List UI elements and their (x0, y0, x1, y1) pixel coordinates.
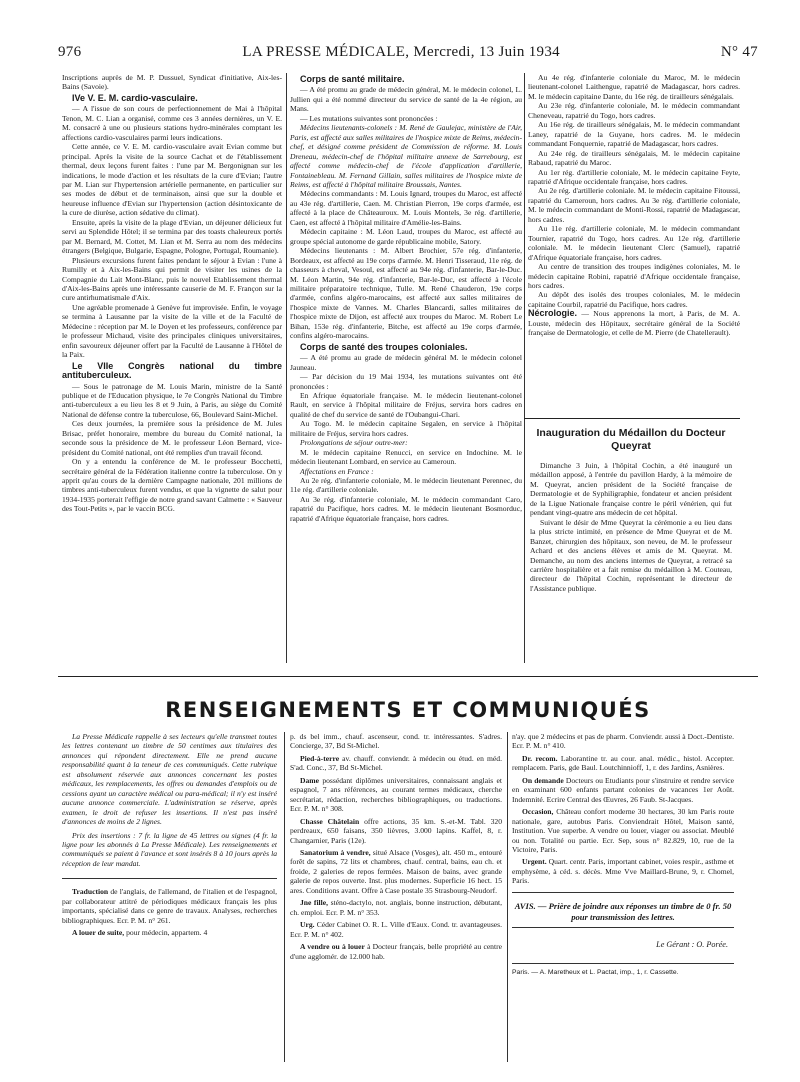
paragraph: — Par décision du 19 Mai 1934, les mutations suivantes ont été prononcées : (290, 372, 522, 391)
section-rule (58, 676, 758, 677)
column-3 (528, 73, 740, 413)
ad-lead: Dr. recom. (522, 753, 558, 763)
ad-text: situé Alsace (Vosges), alt. 450 m., entouré forêt de sapins, 72 lits et chambres, chauf. central, bains, eau ch. et froide, 2 galeries de repos fermées. Maison de bains, avec grande galerie de repos ouverte. Inst. plus modernes. Superficie 16 hect. 15 ares. Conditions avant. Offre à Case postale 35 Strasbourg-Neudorf. (290, 847, 502, 895)
ad-lead: Sanatorium à vendre, (300, 847, 371, 857)
column-divider (284, 732, 285, 1062)
notice-prices: Prix des insertions : 7 fr. la ligne de 45 lettres ou signes (4 fr. la ligne pour les abonnés à La Presse Médicale). Les renseignements et communiqués se paient à l'avance et sont insérés 8 à 10 jours après la réception de leur mandat. (62, 830, 277, 868)
classified-ad (512, 857, 734, 885)
classified-ad (290, 920, 502, 939)
ads-list (62, 887, 277, 937)
paragraph: Au centre de transition des troupes indigènes coloniales, M. le médecin capitaine Robini, rapatrié d'Afrique occidentale française, hors cadres. (528, 262, 740, 290)
ad-lead: A louer de suite, (72, 928, 125, 938)
paragraph: Au 24e rég. de tirailleurs sénégalais, M. le médecin capitaine Rabaud, rapatrié du Maroc. (528, 148, 740, 168)
paragraph: Ces deux journées, la première sous la présidence de M. Jules Brisac, préfet honoraire, membre du bureau du Comité national, la seconde sous la présidence de M. le professeur Léon Bernard, vice-président du Comité national, ont été remplies d'un travail fécond. (62, 419, 282, 457)
paragraph: En Afrique équatoriale française. M. le médecin lieutenant-colonel Rault, en service à l'hôpital militaire de Fréjus, servira hors cadres en qualité de chef du service de santé de l'Oubangui-Chari. (290, 390, 522, 419)
paragraph: — Sous le patronage de M. Louis Marin, ministre de la Santé publique et de l'Education physique, le 7e Congrès National du Timbre anti-tuberculeux a eu lieu les 8 et 9 Juin, à Paris, au siège du Comité National de défense contre la tuberculose, 66, Boulevard Saint-Michel. (62, 381, 282, 419)
ad-text: n'ay. que 2 médecins et pas de pharm. Conviendr. aussi à Doct.-Dentiste. Ecr. P. M. n° 410. (512, 732, 734, 751)
ad-text: sténo-dactylo, not. anglais, bonne instruction, débutant, ch. emploi. Ecr. P. M. n° 353. (290, 898, 502, 917)
paragraph: Médecins lieutenants-colonels : M. René de Gaulejac, ministère de l'Air, Paris, est affecté aux salles militaires de l'hospice mixte de Reims, médecin-chef, et désigné comme président de Commission de réforme. M. Louis Dreneau, médecin-chef de l'hôpital militaire annexe de Sarrebourg, est affecté comme médecin-chef de l'école d'application d'artillerie, Fontainebleau. M. Fernand Gillain, salles militaires de l'hospice mixte de Reims, est affecté à l'hôpital militaire Broussais, Nantes. (290, 123, 522, 189)
classified-ad (290, 942, 502, 961)
ad-lead: Pied-à-terre (300, 753, 340, 763)
divider (512, 963, 734, 964)
box-title: Inauguration du Médaillon du Docteur Queyrat (536, 427, 726, 452)
paragraph: Suivant le désir de Mme Queyrat la cérémonie a eu lieu dans la plus stricte intimité, en présence de Mme Queyrat et de M. Banzet, chirurgien des hôpitaux, son neveu, de M. le professeur Achard et des anciens élèves et amis de M. Queyrat. M. Demanche, au nom des anciens internes de Queyrat, a retracé sa carrière hospitalière et a fait remise du médaillon à M. Couteau, directeur de l'hôpital Cochin, représentant le directeur de l'Assistance publique. (530, 517, 732, 593)
classified-ad (512, 807, 734, 854)
renseignements-column-3 (512, 732, 734, 1062)
classified-ad (290, 732, 502, 751)
paragraph: M. le médecin capitaine Renucci, en service en Indochine. M. le médecin lieutenant Lombard, en service au Cameroun. (290, 447, 522, 467)
section-heading: Le VIIe Congrès national du timbre antituberculeux. (62, 360, 282, 381)
ad-text: offre actions, 35 km. S.-et-M. Tabl. 320 perdreaux, 650 faisans, 350 lièvres, 3.000 lapins. Kaffel, 8, r. Changarnier, Paris (12e). (290, 816, 502, 845)
classified-ad (290, 848, 502, 895)
ad-text: pour médecin, appartem. 4 (126, 928, 208, 938)
paragraph: Cette année, ce V. E. M. cardio-vasculaire avait Evian comme but principal. Après la visite de la source Cachat et de l'établissement thermal, deux leçons furent faites : l'une par M. Bergonignan sur les indications, le mode d'action et les résultats de la cure d'Evian; l'autre par M. Lian sur l'hypertension artérielle permanente, en particulier sur ses modes de début et de terminaison, ainsi que sur la double et heureuse influence d'Evian sur l'hypertension (action désintoxicante de la cure de diurèse, action sédative du climat). (62, 142, 282, 218)
ad-text: Château confort moderne 30 hectares, 30 km Paris route nationale, gare, autobus Paris. Conviendrait Hôtel, Maison santé, Institution. Vue superbe. A vendre ou louer, viager ou associat. Meublé ou non. Totalité ou partie. Ecr. Sep, sous n° 82.829, 10, rue de la Victoire, Paris. (512, 807, 734, 854)
ad-lead: Urg. (300, 920, 315, 930)
ad-text: Laborantine tr. au cour. anal. médic., histol. Accepter. remplacem. Paris, gde Baul. Loutchinnioff, 1, r. des Jardins, Asnières. (512, 753, 734, 773)
paragraph: Au 2e rég. d'artillerie coloniale. M. le médecin capitaine Fitoussi, rapatrié du Cameroun, hors cadres. Au 3e rég. d'artillerie coloniale, M. le médecin commandant de Monti-Rossi, rapatrié de Madagascar, hors cadres. (528, 186, 740, 224)
paragraph: Au 4e rég. d'infanterie coloniale du Maroc, M. le médecin lieutenant-colonel Laithengue, rapatrié de Madagascar, hors cadres. M. le médecin capitaine Dante, du 16e rég. de tirailleurs sénégalais. (528, 73, 740, 101)
paragraph: Médecin capitaine : M. Léon Laud, troupes du Maroc, est affecté au groupe spécial autonome de garde républicaine mobile, Satory. (290, 227, 522, 246)
renseignements-column-2 (290, 732, 502, 1062)
renseignements-banner: RENSEIGNEMENTS ET COMMUNIQUÉS (165, 698, 651, 722)
section-heading: Corps de santé des troupes coloniales. (300, 341, 468, 352)
page-header (58, 44, 758, 66)
notice-intro: La Presse Médicale rappelle à ses lecteurs qu'elle transmet toutes les lettres contenant un timbre de 50 centimes aux titulaires des annonces qui répondent directement. Elle ne prend aucune responsabilité quant à la teneur de ces communiqués. Cette rubrique est absolument réservée aux annonces concernant les postes médicaux, les remplacements, les offres ou demandes d'emplois ou de cessions ayant un caractère médical ou para-médical; il n'y est inséré aucune annonce commerciale. L'administration se réserve, après examen, le droit de refuser les insertions. Il n'est pas inséré d'annonces de moins de 2 lignes. (62, 732, 277, 827)
paragraph: Une agréable promenade à Genève fut improvisée. Enfin, le voyage se termina à Lausanne par la visite de la ville et de la Faculté de Médecine : réception par M. le Doyen et les professeurs, conférence par le professeur Michaud, visite des principales cliniques universitaires, enfin savoureux déjeuner offert par la Faculté de Lausanne à l'Hôtel de la Paix. (62, 302, 282, 360)
inauguration-box (524, 421, 738, 671)
ad-text: Docteurs ou Etudiants pour s'instruire et rendre service en examinant 600 enfants partant colonies de vacances 1er Août. Indemnité. Ecrire Central des Œuvres, 26 Faub. St-Jacques. (512, 775, 734, 804)
divider (62, 878, 277, 879)
column-divider (286, 73, 287, 663)
classified-ad (62, 887, 277, 925)
ad-text: à Docteur français, belle propriété au centre d'une agglomér. de 12.000 hab. (290, 942, 502, 961)
divider (512, 892, 734, 893)
paragraph: Au 1er rég. d'artillerie coloniale, M. le médecin capitaine Feyte, rapatrié d'Afrique occidentale française, hors cadres. (528, 167, 740, 186)
classified-ad (290, 754, 502, 773)
paragraph: Dimanche 3 Juin, à l'hôpital Cochin, a été inauguré un médaillon apposé, à l'entrée du pavillon Hardy, à la mémoire de M. Queyrat, ancien président de la Société française de Dermatologie et de Syphiligraphie, fondateur et ancien président de la Ligue Nationale française contre le péril vénérien, qui fut pendant vingt-quatre ans médecin de cet hôpital. (530, 461, 732, 518)
paragraph: — A été promu au grade de médecin général, M. le médecin colonel, L. Jullien qui a été nommé directeur du service de santé de la 4e région, au Mans. (290, 85, 522, 114)
classified-ad (512, 732, 734, 751)
ad-lead: Chasse Châtelain (300, 816, 360, 826)
ad-text: possédant diplômes universitaires, connaissant anglais et espagnol, 7 ans références, au courant termes médicaux, cherche secrétariat, rédaction, recherches bibliographiques, ou traductions. Ecr. P. M. n° 308. (290, 775, 502, 814)
paragraph: — Les mutations suivantes sont prononcées : (300, 113, 438, 123)
ads-list (290, 732, 502, 961)
classified-ad (290, 817, 502, 845)
ads-list (512, 732, 734, 886)
section-heading: Corps de santé militaire. (300, 74, 405, 84)
paragraph: Prolongations de séjour outre-mer: (300, 438, 408, 448)
journal-title: LA PRESSE MÉDICALE, Mercredi, 13 Juin 1934 (242, 44, 560, 60)
paragraph: Plusieurs excursions furent faites pendant le séjour à Evian : l'une à Rumilly et à Aix-les-Bains qui permit de visiter les usines de la Compagnie du Lait Mont-Blanc, puis le nouvel Etablissement thermal d'Aix-les-Bains après une intéressante causerie de M. F. Françon sur la cure antirhumatismale d'Aix. (62, 255, 282, 303)
ad-lead: Traduction (72, 887, 109, 897)
ad-lead: A vendre ou à louer (300, 942, 365, 952)
classified-ad (290, 776, 502, 814)
page-number: 976 (58, 44, 82, 60)
classified-ad (62, 928, 277, 937)
issue-number: N° 47 (720, 44, 758, 60)
ad-lead: Jne fille, (300, 898, 329, 908)
paragraph: On y a entendu la conférence de M. le professeur Bocchetti, secrétaire général de la Fédération italienne contre la tuberculose. On y apprit qu'au cours de la dernière Campagne nationale, 201 millions de timbres anti-tuberculeux furent vendus, et que la vignette de salut pour 1934-1935 porterait l'effigie de notre grand savant Calmette : « Sauveur des Tout-Petits », par le vaccin BCG. (62, 457, 282, 514)
printer-line: Paris. — A. Maretheux et L. Pactat, imp., 1, r. Cassette. (512, 969, 679, 977)
paragraph: Au 23e rég. d'infanterie coloniale, M. le médecin commandant Cheneveau, rapatrié du Togo, hors cadres. (528, 101, 740, 120)
paragraph: Ensuite, après la visite de la plage d'Evian, un déjeuner délicieux fut servi au Splendide Hôtel; il se termina par des toasts chaleureux portés par M. Bernard, M. Cottet, M. Lian et M. Serra au nom des médecins étrangers (Belgique, Bulgarie, Espagne, Pologne, Portugal, Roumanie). (62, 217, 282, 256)
paragraph: Au 11e rég. d'artillerie coloniale, M. le médecin commandant Tournier, rapatrié du Togo, hors cadres. Au 12e rég. d'artillerie coloniale. M. le médecin lieutenant Clerc (Samuel), rapatrié d'Afrique équatoriale française, hors cadres. (528, 224, 740, 262)
ad-text: av. chauff. conviendr. à médecin ou étud. en méd. S'ad. Conc., 37, Bd St-Michel. (290, 753, 502, 773)
section-heading: IVe V. E. M. cardio-vasculaire. (72, 92, 198, 103)
paragraph: Au 2e rég. d'infanterie coloniale, M. le médecin lieutenant Perennec, du 11e rég. d'artillerie coloniale. (290, 476, 522, 495)
classified-ad (290, 898, 502, 917)
box-top-rule (524, 418, 740, 419)
ad-text: p. ds bel imm., chauf. ascenseur, cond. tr. intéressantes. S'adres. Concierge, 37, Bd St-Michel. (290, 732, 502, 751)
paragraph: Au 16e rég. de tirailleurs sénégalais, M. le médecin commandant Laney, rapatrié de la Guyane, hors cadres. M. le médecin commandant Fonquernie, rapatrié de Madagascar, hors cadres. (528, 120, 740, 149)
paragraph: — A l'issue de son cours de perfectionnement de Mai à l'hôpital Tenon, M. C. Lian a organisé, comme ces 3 années dernières, un V. E. M. consacré à une ou plusieurs stations hydro-minérales comptant les affections cardio-vasculaires parmi leurs indications. (62, 104, 282, 142)
renseignements-column-1 (62, 732, 277, 1062)
column-divider (507, 732, 508, 1062)
paragraph: Au dépôt des isolés des troupes coloniales, M. le médecin capitaine Courbil, rapatrié du Pacifique, hors cadres. (528, 290, 740, 309)
section-heading: Nécrologie. (528, 308, 578, 319)
classified-ad (512, 776, 734, 804)
paragraph: Inscriptions auprès de M. P. Dussuel, Syndicat d'initiative, Aix-les-Bains (Savoie). (62, 73, 282, 92)
paragraph: — A été promu au grade de médecin général M. le médecin colonel Jauneau. (290, 353, 522, 372)
divider (512, 927, 734, 928)
column-1 (62, 73, 282, 653)
ad-lead: On demande (522, 775, 564, 785)
paragraph: Médecins commandants : M. Louis Ignard, troupes du Maroc, est affecté au 43e rég. d'artillerie, Caen. M. Christian Pierron, 19e corps d'armée, est affecté à la place de Châteauroux. M. Louis Montels, 3e rég. d'artillerie, Caen, est affecté à l'hôpital militaire d'Amélie-les-Bains. (290, 189, 522, 227)
paragraph: Au 3e rég. d'infanterie coloniale, M. le médecin commandant Caro, rapatrié du Pacifique, hors cadres. M. le médecin lieutenant Bosmorduc, rapatrié d'Afrique équatoriale française, hors cadres. (290, 494, 522, 523)
ad-text: Céder Cabinet O. R. L. Ville d'Eaux. Cond. tr. avantageuses. Ecr. P. M. n° 402. (290, 920, 502, 939)
ad-lead: Occasion, (522, 807, 554, 817)
ad-text: Quart. centr. Paris, important cabinet, voies respir., asthme et emphysème, à céd. s. décès. Mme Vve Maillard-Brune, 9, r. Chomel, Paris. (512, 857, 734, 886)
paragraph: Affectations en France : (300, 466, 374, 476)
avis-notice: AVIS. — Prière de joindre aux réponses un timbre de 0 fr. 50 pour transmission des lettres. (514, 900, 732, 922)
classified-ad (512, 754, 734, 773)
ad-lead: Urgent. (522, 857, 547, 867)
paragraph: Au Togo. M. le médecin capitaine Segalen, en service à l'hôpital militaire de Fréjus, servira hors cadres. (290, 419, 522, 438)
gerant-line: Le Gérant : O. Porée. (656, 939, 728, 949)
column-2 (290, 73, 522, 653)
paragraph: Médecins lieutenants : M. Albert Brochier, 57e rég. d'infanterie, Bordeaux, est affecté au 19e corps d'armée. M. Henri Tisseraud, 11e rég. de chasseurs à cheval, Vesoul, est affecté au 94e rég. d'infanterie, Bar-le-Duc. M. Léon Martin, 94e rég. d'infanterie, Bar-le-Duc, est affecté à l'école militaire préparatoire technique, Tulle. M. René Chauderon, 19e corps d'armée, confins algéro-marocains, est affecté aux salles militaires de l'hospice mixte de Vannes. M. Charles Blancardi, salles militaires de l'hospice mixte de Dijon, est affecté aux troupes du Maroc. M. Robert Le Bihan, 153e rég. d'infanterie, Bitche, est affecté au 19e corps d'armée, confins algéro-marocains. (290, 246, 522, 341)
ad-text: de l'anglais, de l'allemand, de l'italien et de l'espagnol, par collaborateur attitré de périodiques médicaux français les plus importants, spécialisé dans ce genre de travaux. Analyses, recherches bibliographiques. Ecr. P. M. n° 261. (62, 887, 277, 925)
ad-lead: Dame (300, 775, 319, 785)
paragraph: — Nous apprenons la mort, à Paris, de M. A. Louste, médecin des Hôpitaux, secrétaire général de la Société française de Dermatologie, et celle de M. Pierre (de Chatellerault). (528, 309, 740, 338)
